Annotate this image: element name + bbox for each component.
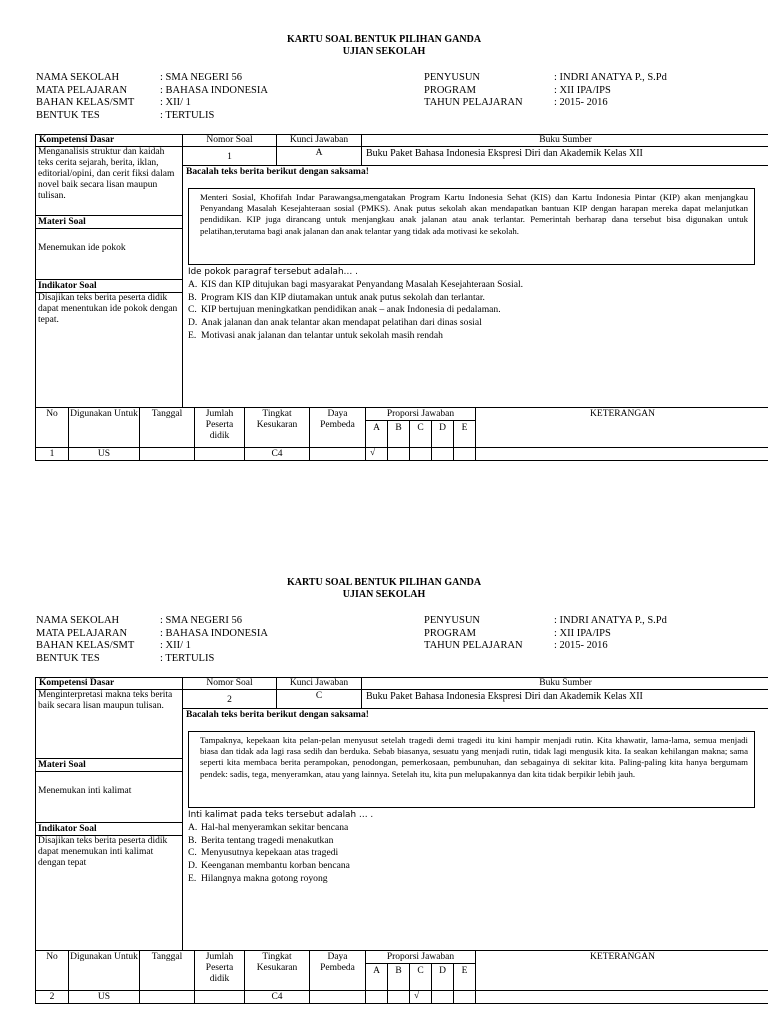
indikator-heading: Indikator Soal [38,824,97,834]
stats-tanggal-heading: Tanggal [151,952,183,962]
option-item: E. Hilangnya makna gotong royong [188,872,328,884]
stats-tanggal-heading: Tanggal [151,409,183,419]
stats-daya-heading: Daya Pembeda [320,952,355,973]
kunci-heading: Kunci Jawaban [289,135,349,145]
buku-sumber-value: Buku Paket Bahasa Indonesia Ekspresi Diri dan Akademik Kelas XII [366,148,643,159]
stats-letter: E [461,966,468,976]
buku-sumber-heading: Buku Sumber [539,135,592,145]
info-value: : TERTULIS [160,110,215,121]
kd-text: Menginterpretasi makna teks berita baik secara lisan maupun tulisan. [38,690,173,711]
info-value: : TERTULIS [160,653,215,664]
info-label: BENTUK TES [36,653,100,664]
question-text: Ide pokok paragraf tersebut adalah… . [188,267,358,277]
stats-letter: A [373,423,380,433]
materi-heading: Materi Soal [38,760,86,770]
kd-heading: Kompetensi Dasar [39,678,115,688]
stats-proporsi-heading: Proporsi Jawaban [386,952,455,962]
answer-checkmark: √ [414,991,420,1001]
kunci-heading: Kunci Jawaban [289,678,349,688]
stats-jumlah-heading: Jumlah Peserta didik [205,952,234,984]
card-subtitle: UJIAN SEKOLAH [342,46,426,57]
option-item: A. Hal-hal menyeramkan sekitar bencana [188,821,349,833]
question-text: Inti kalimat pada teks tersebut adalah … . [188,810,374,820]
stats-tingkat-value: C4 [271,449,283,459]
stats-letter: D [439,423,446,433]
materi-heading: Materi Soal [38,217,86,227]
info-label: MATA PELAJARAN [36,628,128,639]
stats-letter: C [417,966,424,976]
instruction: Bacalah teks berita berikut dengan saksama! [186,710,369,720]
stats-digunakan-value: US [97,992,111,1002]
kunci-value: A [315,148,323,158]
answer-checkmark: √ [370,448,376,458]
question-block [188,266,763,343]
info-value: : XII/ 1 [160,97,191,108]
info-value: : 2015- 2016 [554,97,608,108]
stats-proporsi-heading: Proporsi Jawaban [386,409,455,419]
info-value: : SMA NEGERI 56 [160,72,242,83]
info-label: PENYUSUN [424,72,481,83]
question-card [0,0,768,459]
stats-letter: C [417,423,424,433]
option-item: D. Keenganan membantu korban bencana [188,860,350,872]
stats-no-heading: No [46,409,58,419]
option-item: C. KIP bertujuan meningkatkan pendidikan anak – anak Indonesia di pedalaman. [188,304,501,316]
instruction: Bacalah teks berita berikut dengan saksama! [186,167,369,177]
kunci-value: C [315,691,323,701]
info-value: : XII IPA/IPS [554,628,611,639]
materi-text: Menemukan ide pokok [38,243,126,253]
stats-letter: A [373,966,380,976]
stats-letter: E [461,423,468,433]
stats-keterangan-heading: KETERANGAN [590,952,655,962]
info-label: PROGRAM [424,628,476,639]
passage-box: Tampaknya, kepekaan kita pelan-pelan menyusut setelah tragedi demi tragedi itu kini hampir menjadi rutin. Kita khawatir, lama-lama, semua menjadi biasa dan tidak ada lagi rasa sedih dan berduka. Sebab biasanya, sesuatu yang menjadi rutin, tidak lagi mengusik kita. Ia seakan kehilangan makna; sama seperti kita membaca berita perampokan, penodongan, pemerkosaan, pembunuhan, dan sebagainya di sekitar kita. Paling-paling kita hanya bergumam pendek: sadis, tega, menyeramkan, atau yang lainnya. Setelah itu, kita pun melupakannya dan kita tidak berpikir lebih jauh. [188,731,755,808]
info-value: : 2015- 2016 [554,640,608,651]
stats-no-heading: No [46,952,58,962]
card-title: KARTU SOAL BENTUK PILIHAN GANDA [286,577,482,588]
stats-daya-heading: Daya Pembeda [320,409,355,430]
nomor-soal-value: 2 [227,695,232,705]
nomor-soal-value: 1 [227,152,232,162]
stats-digunakan-heading: Digunakan Untuk [70,409,138,419]
info-value: : SMA NEGERI 56 [160,615,242,626]
stats-no-value: 1 [49,449,55,459]
card-title: KARTU SOAL BENTUK PILIHAN GANDA [286,34,482,45]
stats-digunakan-value: US [97,449,111,459]
option-item: D. Anak jalanan dan anak telantar akan mendapat pelatihan dari dinas sosial [188,317,482,329]
info-value: : INDRI ANATYA P., S.Pd [554,615,667,626]
kd-heading: Kompetensi Dasar [39,135,115,145]
stats-jumlah-heading: Jumlah Peserta didik [205,409,234,441]
indikator-text: Disajikan teks berita peserta didik dapat menentukan ide pokok dengan tepat. [38,293,178,325]
nomor-soal-heading: Nomor Soal [206,135,253,145]
option-item: E. Motivasi anak jalanan dan telantar untuk sekolah masih rendah [188,329,443,341]
info-label: BENTUK TES [36,110,100,121]
stats-tingkat-heading: Tingkat Kesukaran [256,952,298,973]
info-label: PROGRAM [424,85,476,96]
indikator-heading: Indikator Soal [38,281,97,291]
stats-no-value: 2 [49,992,55,1002]
info-label: MATA PELAJARAN [36,85,128,96]
stats-keterangan-heading: KETERANGAN [590,409,655,419]
option-item: A. KIS dan KIP ditujukan bagi masyarakat Penyandang Masalah Kesejahteraan Sosial. [188,278,524,290]
info-label: TAHUN PELAJARAN [424,97,523,108]
nomor-soal-heading: Nomor Soal [206,678,253,688]
stats-letter: B [395,423,402,433]
info-label: PENYUSUN [424,615,481,626]
buku-sumber-heading: Buku Sumber [539,678,592,688]
kd-text: Menganalisis struktur dan kaidah teks cerita sejarah, berita, iklan, editorial/opini, dan cerit fiksi dalam novel baik secara lisan maupun tulisan. [38,147,175,201]
stats-digunakan-heading: Digunakan Untuk [70,952,138,962]
info-value: : INDRI ANATYA P., S.Pd [554,72,667,83]
passage-box: Menteri Sosial, Khofifah Indar Parawangsa,mengatakan Program Kartu Indonesia Sehat (KIS) dan Kartu Indonesia Pintar (KIP) akan menjangkau Penyandang Masalah Kesejahteraan sosial (PMKS). Anak putus sekolah akan mendapatkan bantuan KIP dengan harapan mereka dapat melanjutkan pendidikan. KIP juga dirancang untuk menjangkau anak jalanan atau anak terlantar. Pemerintah berharap dana tersebut bisa digunakan untuk pelatihan,terutama bagi anak jalanan dan anak telantar yang tidak ada motivasi ke sekolah. [188,188,755,265]
info-label: BAHAN KELAS/SMT [36,97,135,108]
stats-letter: B [395,966,402,976]
info-value: : XII/ 1 [160,640,191,651]
buku-sumber-value: Buku Paket Bahasa Indonesia Ekspresi Diri dan Akademik Kelas XII [366,691,643,702]
info-label: TAHUN PELAJARAN [424,640,523,651]
option-item: B. Program KIS dan KIP diutamakan untuk anak putus sekolah dan terlantar. [188,291,485,303]
option-item: C. Menyusutnya kepekaan atas tragedi [188,847,339,859]
option-item: B. Berita tentang tragedi menakutkan [188,834,334,846]
info-label: NAMA SEKOLAH [36,72,120,83]
stats-tingkat-heading: Tingkat Kesukaran [256,409,298,430]
stats-letter: D [439,966,446,976]
info-value: : XII IPA/IPS [554,85,611,96]
stats-tingkat-value: C4 [271,992,283,1002]
info-label: BAHAN KELAS/SMT [36,640,135,651]
materi-text: Menemukan inti kalimat [38,786,132,796]
question-block [188,809,763,886]
info-value: : BAHASA INDONESIA [160,85,268,96]
card-subtitle: UJIAN SEKOLAH [342,589,426,600]
info-value: : BAHASA INDONESIA [160,628,268,639]
question-card [0,543,768,1002]
indikator-text: Disajikan teks berita peserta didik dapat menemukan inti kalimat dengan tepat [38,836,168,868]
info-label: NAMA SEKOLAH [36,615,120,626]
